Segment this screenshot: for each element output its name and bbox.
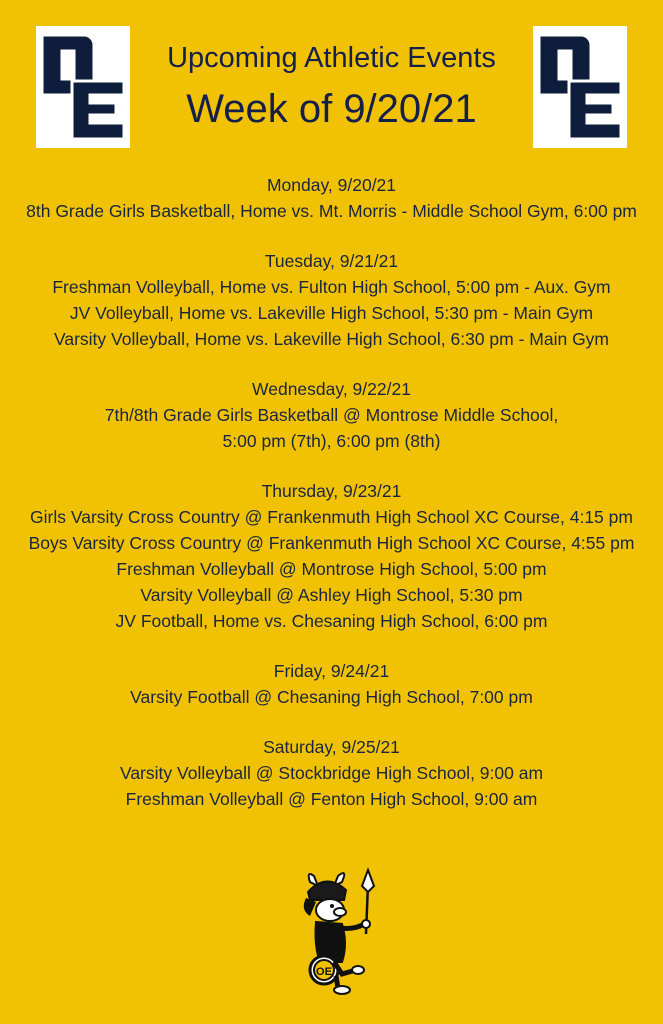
oe-logo-right	[533, 26, 627, 148]
event-item: Boys Varsity Cross Country @ Frankenmuth High School XC Course, 4:55 pm	[28, 533, 635, 553]
day-title: Monday, 9/20/21	[266, 175, 397, 195]
day-title: Saturday, 9/25/21	[263, 737, 400, 757]
day-title: Wednesday, 9/22/21	[252, 379, 411, 399]
event-item: Varsity Football @ Chesaning High School, 7:00 pm	[130, 687, 533, 707]
event-item: 7th/8th Grade Girls Basketball @ Montrose Middle School,	[104, 405, 559, 425]
day-tuesday	[0, 248, 663, 352]
event-item: JV Football, Home vs. Chesaning High School, 6:00 pm	[115, 611, 548, 631]
event-item: Varsity Volleyball @ Ashley High School, 5:30 pm	[140, 585, 523, 605]
day-title: Thursday, 9/23/21	[261, 481, 402, 501]
event-item: Freshman Volleyball, Home vs. Fulton High School, 5:00 pm - Aux. Gym	[52, 277, 611, 297]
week-heading: Week of 9/20/21	[186, 87, 477, 131]
event-item: Varsity Volleyball @ Stockbridge High School, 9:00 am	[119, 763, 544, 783]
oe-logo-left	[36, 26, 130, 148]
event-item: JV Volleyball, Home vs. Lakeville High School, 5:30 pm - Main Gym	[69, 303, 594, 323]
day-friday	[0, 658, 663, 710]
event-item: Girls Varsity Cross Country @ Frankenmuth High School XC Course, 4:15 pm	[30, 507, 633, 527]
day-thursday	[0, 478, 663, 634]
svg-text:OE: OE	[316, 966, 332, 978]
page-header	[140, 38, 523, 136]
viking-mascot-icon	[296, 866, 386, 998]
day-saturday	[0, 734, 663, 812]
day-title: Friday, 9/24/21	[273, 661, 390, 681]
event-item: Freshman Volleyball @ Fenton High School, 9:00 am	[125, 789, 538, 809]
event-item: Freshman Volleyball @ Montrose High School, 5:00 pm	[116, 559, 547, 579]
event-item: 8th Grade Girls Basketball, Home vs. Mt. Morris - Middle School Gym, 6:00 pm	[26, 201, 637, 221]
event-item: Varsity Volleyball, Home vs. Lakeville High School, 6:30 pm - Main Gym	[53, 329, 610, 349]
page-title: Upcoming Athletic Events	[167, 42, 496, 74]
day-title: Tuesday, 9/21/21	[264, 251, 399, 271]
event-schedule	[0, 172, 663, 836]
event-item: 5:00 pm (7th), 6:00 pm (8th)	[222, 431, 441, 451]
day-wednesday	[0, 376, 663, 454]
oe-logo-icon	[38, 31, 128, 143]
day-monday	[0, 172, 663, 224]
oe-logo-icon	[535, 31, 625, 143]
